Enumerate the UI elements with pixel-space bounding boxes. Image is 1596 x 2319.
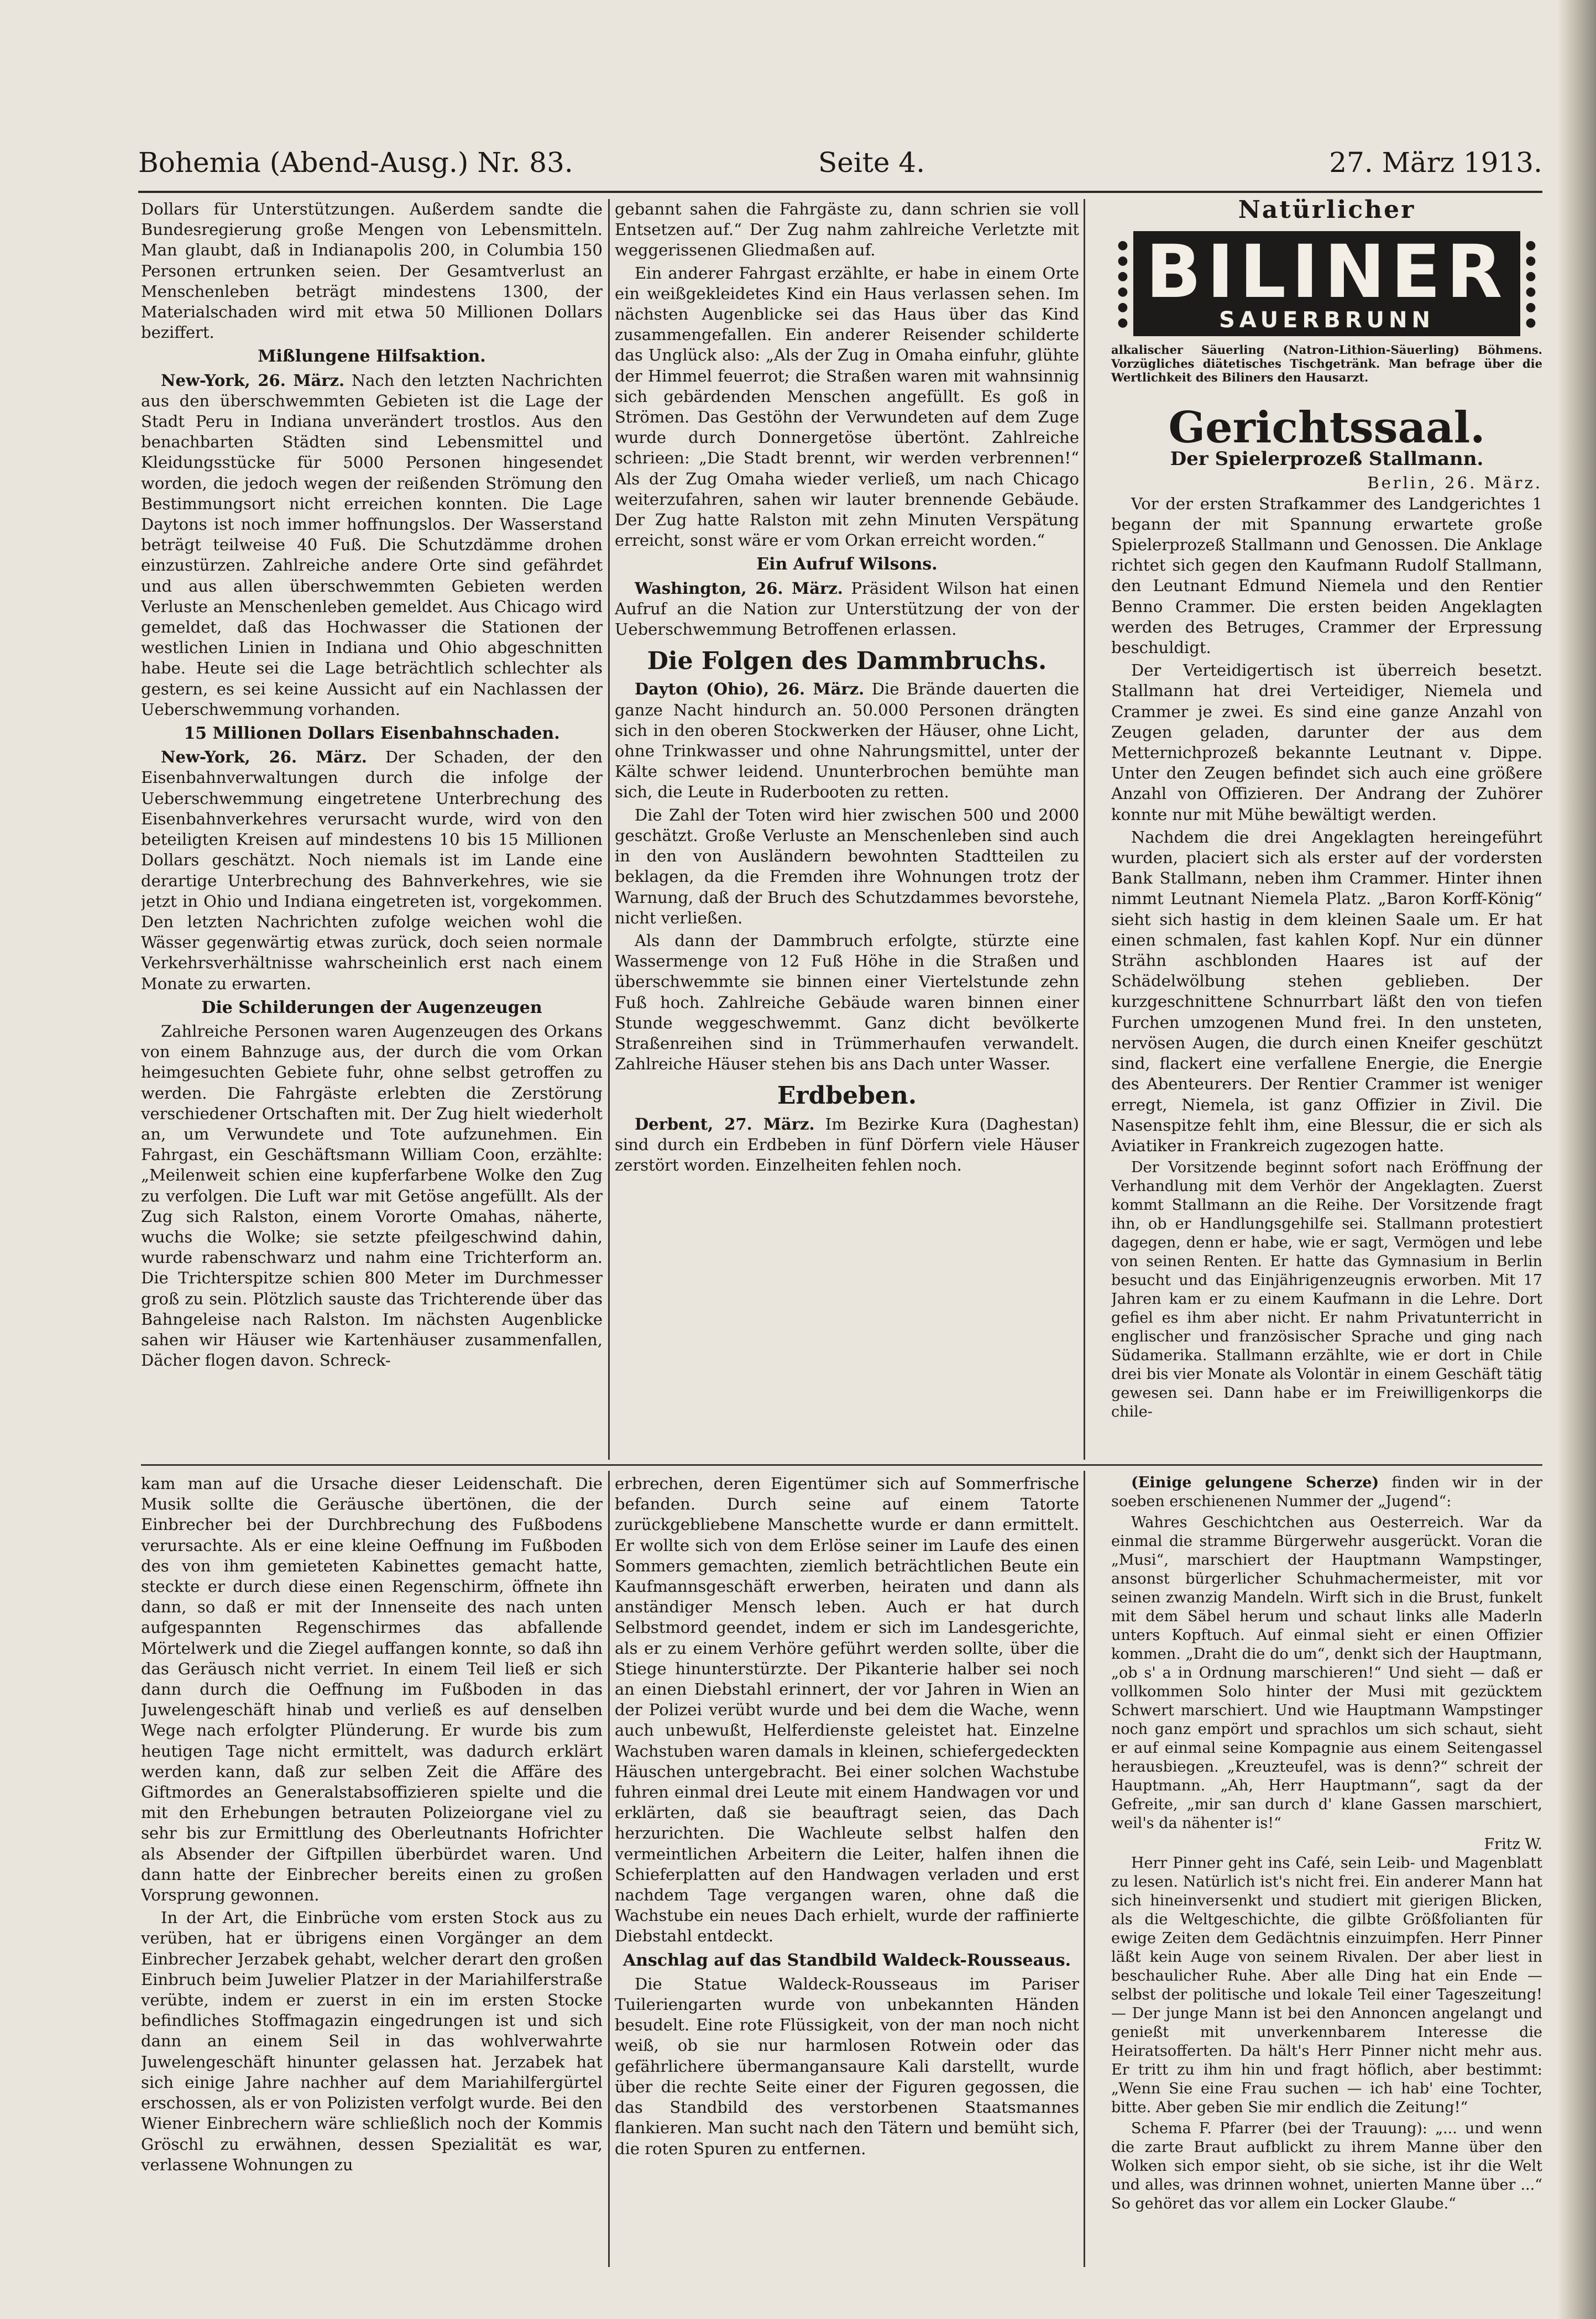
ad-description: alkalischer Säuerling (Natron-Lithion-Säuerling) Böhmens. Vorzügliches diätetisches Tischgetränk. Man befrage über die Wertlichkeit des Biliners den Hausarzt. xyxy=(1111,343,1542,384)
col3-paragraph: Der Vorsitzende beginnt sofort nach Eröffnung der Verhandlung mit dem Verhör der Angeklagten. Zuerst kommt Stallmann an die Reihe. Der Vorsitzende fragt ihn, ob er Handlungsgehilfe sei. Stallmann protestiert dagegen, denn er habe, wie er sagt, Vermögen und lebe von seinen Renten. Er hatte das Gymnasium in Berlin besucht und das Einjährigenzeugnis erworben. Mit 17 Jahren kam er zu einem Kaufmann in die Lehre. Dort gefiel es ihm aber nicht. Er nahm Privatunterricht in englischer und französischer Sprache und ging nach Südamerika. Stallmann erzählte, wie er dort in Chile drei bis vier Monate als Volontär in einem Geschäft tätig gewesen sei. Dann habe er im Freiwilligenkorps die chile- xyxy=(1111,1159,1542,1421)
headline-dam-break: Die Folgen des Dammbruchs. xyxy=(647,647,1047,676)
headline-failed-relief: Mißlungene Hilfsaktion. xyxy=(258,347,486,367)
lower3-paragraph xyxy=(1111,1474,1542,1511)
ad-brand-name: BILINER xyxy=(1145,229,1508,315)
headline-eyewitnesses: Die Schilderungen der Augenzeugen xyxy=(201,997,542,1017)
signature: Fritz W. xyxy=(1484,1836,1542,1853)
dateline: New-York, 26. März. xyxy=(161,748,367,767)
col3-paragraph: Vor der ersten Strafkammer des Landgerichtes 1 begann der mit Spannung erwartete große Spielerprozeß Stallmann und Genossen. Die Anklage richtet sich gegen den Kaufmann Rudolf Stallmann, den Leutnant Edmund Niemela und den Rentier Benno Crammer. Die ersten beiden Angeklagten werden des Betruges, Crammer der Erpressung beschuldigt. xyxy=(1111,494,1542,657)
lead-in: (Einige gelungene Scherze) xyxy=(1131,1474,1379,1491)
col3-paragraph: Nachdem die drei Angeklagten hereingeführt wurden, placiert sich als erster auf der vordersten Bank Stallmann, neben ihm Crammer. Hinter ihnen nimmt Leutnant Niemela Platz. „Baron Korff-König“ sieht sich hastig in dem kleinen Saale um. Er hat einen schmalen, fast kahlen Kopf. Nur ein dünner Strähn aschblonden Haares ist auf der Schädelwölbung stehen geblieben. Der kurzgeschnittene Schnurrbart läßt den von tiefen Furchen umzogenen Mund frei. In den unsteten, nervösen Augen, die durch einen Kneifer geschützt sind, flackert eine verfallene Energie, die Energie des Abenteurers. Der Rentier Crammer ist weniger erregt, Niemela, ist ganz Offizier in Zivil. Die Nasenspitze fehlt ihm, eine Blessur, die er sich als Aviatiker in Frankreich zugezogen hatte. xyxy=(1111,827,1542,1155)
header-page-number: Seite 4. xyxy=(818,147,925,179)
col3-paragraph: Der Verteidigertisch ist überreich besetzt. Stallmann hat drei Verteidiger, Niemela und Crammer je zwei. Es sind eine ganze Anzahl von Zeugen geladen, darunter der aus dem Metternichprozeß bekannte Leutnant v. Dippe. Unter den Zeugen befindet sich auch eine größere Anzahl von Offizieren. Der Andrang der Zuhörer konnte nur mit Mühe bewältigt werden. xyxy=(1111,661,1542,824)
lower2-paragraph: erbrechen, deren Eigentümer sich auf Sommerfrische befanden. Durch seine auf einem Tatorte zurückgebliebene Manschette wurde er dann ermittelt. Er wollte sich von dem Erlöse seiner im Laufe des einen Sommers gemachten, ziemlich beträchtlichen Beute ein Kaufmannsgeschäft erwerben, heiraten und dann als anständiger Mensch leben. Auch er hat durch Selbstmord geendet, indem er sich im Landesgerichte, als er zu einem Verhöre geführt werden sollte, über die Stiege hinunterstürzte. Der Pikanterie halber sei noch an einen Diebstahl erinnert, der vor Jahren in Wien an der Polizei verübt wurde und bei dem die Wache, wenn auch unbewußt, Helferdienste geleistet hat. Einzelne Wachstuben waren damals in kleinen, schiefergedeckten Häuschen untergebracht. Bei einer solchen Wachstube fuhren einmal drei Leute mit einem Handwagen vor und erklärten, daß sie beauftragt seien, das Dach herzurichten. Die Wachleute selbst halfen den vermeintlichen Arbeitern die Leiter, halfen ihnen die Schieferplatten auf den Handwagen verladen und erst nachdem Tage vergangen waren, ohne daß die Wachstube ein neues Dach erhielt, wurde der raffinierte Diebstahl entdeckt. xyxy=(615,1474,1079,1946)
lower3-paragraph: Schema F. Pfarrer (bei der Trauung): „... und wenn die zarte Braut aufblickt zu ihrem Manne über den Wolken sich empor sieht, ob sie siche, ist ihr die Welt und alles, was drinnen wohnet, unierten Manne über ...“ So gehöret das vor allem ein Locker Glaube.“ xyxy=(1111,2120,1542,2212)
column-2-upper xyxy=(615,199,1079,1460)
paragraph-text: finden wir in der soeben erschienenen Nummer der „Jugend“: xyxy=(1111,1474,1542,1510)
paragraph-text: Im Bezirke Kura (Daghestan) sind durch ein Erdbeben in fünf Dörfern viele Häuser zerstört worden. Einzelheiten fehlen noch. xyxy=(615,1114,1079,1174)
headline-gambler-trial: Der Spielerprozeß Stallmann. xyxy=(1170,448,1484,471)
dateline: Derbent, 27. März. xyxy=(635,1114,815,1134)
page-header xyxy=(138,141,1542,191)
col1-paragraph xyxy=(141,747,603,994)
col1-paragraph xyxy=(141,370,603,720)
headline-railway-damage: 15 Millionen Dollars Eisenbahnschaden. xyxy=(184,724,560,744)
column-3-upper xyxy=(1111,406,1542,1460)
column-divider xyxy=(608,199,610,1460)
dateline: New-York, 26. März. xyxy=(161,370,345,390)
lower3-paragraph: Wahres Geschichtchen aus Oesterreich. War da einmal die stramme Bürgerwehr ausgerückt. Voran die „Musi“, marschiert der Hauptmann Wampstinger, ansonst bürgerlicher Schuhmachermeister, mit vor seinen zwanzig Mandeln. Wirft sich in die Brust, funkelt mit dem Säbel herum und schaut links alle Maderln unters Kopftuch. Auf einmal sieht er einen Offizier kommen. „Draht die do um“, denkt sich der Hauptmann, „ob s' a in Ordnung marschieren!“ Und sieht — daß er vollkommen Solo hinter der Musi mit gezücktem Schwert marschiert. Und wie Hauptmann Wampstinger noch ganz empört und sprachlos um sich schaut, sieht er auf einmal seine Kompagnie aus einem Seitengassel herausbiegen. „Kreuzteufel, was is denn?“ schreit der Hauptmann. „Ah, Herr Hauptmann“, sagt da der Gefreite, „mir san durch d' klane Gassen marschiert, weil's da nähenter is!“ xyxy=(1111,1514,1542,1832)
section-divider xyxy=(141,1464,1542,1466)
col2-paragraph: Ein anderer Fahrgast erzählte, er habe in einem Orte ein weißgekleidetes Kind ein Haus verlassen sehen. Im nächsten Augenblicke sei das Haus über das Kind zusammengefallen. Ein anderer Reisender schilderte das Unglück also: „Als der Zug in Omaha einfuhr, glühte der Himmel feuerrot; die Straßen waren mit wahnsinnig sich gebärdenden Menschen angefüllt. Es goß in Strömen. Das Gestöhn der Verwundeten auf dem Zuge wurde durch Donnergetöse übertönt. Zahlreiche schrieen: „Die Stadt brennt, wir werden verbrennen!“ Als der Zug Omaha wieder verließ, um nach Chicago weiterzufahren, sahen wir lauter brennende Gebäude. Der Zug hatte Ralston mit zehn Minuten Verspätung erreicht, sonst wäre er vom Orkan erreicht worden.“ xyxy=(615,263,1079,550)
header-date: 27. März 1913. xyxy=(1329,147,1542,179)
ad-ornament-right: ● ● ● ● ● ● xyxy=(1525,238,1536,330)
column-divider xyxy=(608,1471,610,2267)
dateline: Dayton (Ohio), 26. März. xyxy=(635,680,865,699)
col2-paragraph: gebannt sahen die Fahrgäste zu, dann schrien sie voll Entsetzen auf.“ Der Zug nahm zahlreiche Verletzte mit weggerissenen Gliedmaßen auf. xyxy=(615,200,1079,260)
lower3-paragraph: Herr Pinner geht ins Café, sein Leib- und Magenblatt zu lesen. Natürlich ist's nicht frei. Ein anderer Mann hat sich hineinversenkt und studiert mit gierigen Blicken, als die Weltgeschichte, die gilbte Größfolianten für ewige Zeiten dem Gedächtnis einzuimpfen. Herr Pinner läßt kein Auge von seinem Rivalen. Der aber liest in beschaulicher Ruhe. Aber alle Ding hat ein Ende — selbst der politische und lokale Teil einer Tageszeitung! — Der junge Mann ist bei den Annoncen angelangt und genießt mit unverkennbarem Interesse die Heiratsofferten. Da hält's Herr Pinner nicht mehr aus. Er tritt zu ihm hin und fragt höflich, aber bestimmt: „Wenn Sie eine Frau suchen — ich hab' eine Tochter, bitte. Aber geben Sie mir endlich die Zeitung!“ xyxy=(1111,1855,1542,2116)
col1-paragraph: Dollars für Unterstützungen. Außerdem sandte die Bundesregierung große Mengen von Lebensmitteln. Man glaubt, daß in Indianapolis 200, in Columbia 150 Personen ertrunken seien. Der Gesamtverlust an Menschenleben beträgt mindestens 1300, der Materialschaden wird mit etwa 50 Millionen Dollars beziffert. xyxy=(141,200,603,342)
lower1-paragraph: In der Art, die Einbrüche vom ersten Stock aus zu verüben, hat er übrigens einen Vorgänger an dem Einbrecher Jerzabek gehabt, welcher derart den großen Einbruch beim Juwelier Platzer in der Mariahilferstraße verübte, indem er zuerst in ein im ersten Stocke befindliches Stoffmagazin eingedrungen ist und sich dann an einem Seil in das wohlverwahrte Juwelengeschäft hinunter gelassen hat. Jerzabek hat sich einige Jahre nachher auf dem Mariahilfergürtel erschossen, als er von Polizisten verfolgt wurde. Bei den Wiener Einbrechern wäre schließlich noch der Kommis Gröschl zu erwähnen, dessen Spezialität es war, verlassene Wohnungen zu xyxy=(141,1908,603,2174)
column-1-upper xyxy=(141,199,603,1460)
column-divider xyxy=(1084,199,1085,1460)
lower2-paragraph: Die Statue Waldeck-Rousseaus im Pariser Tuileriengarten wurde von unbekannten Händen besudelt. Eine rote Flüssigkeit, von der man noch nicht weiß, ob sie nur harmlosen Rotwein oder das gefährlichere übermangansaure Kali darstellt, wurde über die rechte Seite einer der Figuren gegossen, die das Standbild des verstorbenen Staatsmannes flankieren. Man sucht nach den Tätern und bemüht sich, die roten Spuren zu entfernen. xyxy=(615,1974,1079,2158)
paragraph-text: Nach den letzten Nachrichten aus den überschwemmten Gebieten ist die Lage der Stadt Peru in Indiana unverändert trostlos. Aus den benachbarten Städten sind Lebensmittel und Kleidungsstücke für 5000 Personen hingesendet worden, die jedoch wegen der reißenden Strömung den Bestimmungsort nicht erreichen konnten. Die Lage Daytons ist noch immer hoffnungslos. Der Wasserstand beträgt teilweise 40 Fuß. Die Schutzdämme drohen einzustürzen. Zahlreiche andere Orte sind gefährdet und aus allen überschwemmten Gebieten werden Verluste an Menschenleben gemeldet. Aus Chicago wird gemeldet, daß das Hochwasser die Stationen der westlichen Linien in Indiana und Ohio abgeschnitten habe. Heute sei die Lage beträchtlich schlechter als gestern, es sei keine Aussicht auf ein Nachlassen der Ueberschwemmung vorhanden. xyxy=(141,370,603,719)
paragraph-text: Präsident Wilson hat einen Aufruf an die Nation zur Unterstützung der von der Ueberschwemmung Betroffenen erlassen. xyxy=(615,578,1079,639)
headline-earthquake: Erdbeben. xyxy=(777,1082,917,1110)
ad-tagline: Natürlicher xyxy=(1238,196,1416,224)
col2-paragraph xyxy=(615,578,1079,640)
col2-paragraph: Die Zahl der Toten wird hier zwischen 500 und 2000 geschätzt. Große Verluste an Menschenleben sind auch in den von Ausländern bewohnten Stadtteilen zu beklagen, da die Fremden ihre Wohnungen trotz der Warnung, daß der Bruch des Schutzdammes bevorstehe, nicht verließen. xyxy=(615,805,1079,927)
headline-wilson-appeal: Ein Aufruf Wilsons. xyxy=(756,555,938,574)
lower1-paragraph: kam man auf die Ursache dieser Leidenschaft. Die Musik sollte die Geräusche übertönen, die der Einbrecher bei der Durchbrechung des Fußbodens verursachte. Als er eine kleine Oeffnung im Fußboden des von ihm gemieteten Kabinettes gemacht hatte, steckte er durch diese einen Regenschirm, öffnete ihn dann, so daß er mit der Innenseite des nach unten aufgespannten Regenschirmes das abfallende Mörtelwerk und die Ziegel auffangen konnte, so daß ihn das Geräusch nicht verriet. In einem Teil ließ er sich dann durch die Oeffnung im Fußboden in das Juwelengeschäft hinab und verließ es auf denselben Wege nach erfolgter Plünderung. Er wurde bis zum heutigen Tage nicht ermittelt, was dadurch erklärt werden kann, daß zur selben Zeit die Affäre des Giftmordes an Generalstabsoffizieren spielte und die mit den Erhebungen betrauten Polizeiorgane viel zu sehr bis zur Ermittlung des Oberleutnants Hofrichter als Absender der Giftpillen überbürdet waren. Und dann hatte der Einbrecher bereits einen zu großen Vorsprung gewonnen. xyxy=(141,1474,603,1905)
header-rule xyxy=(138,191,1542,193)
ad-brand-box xyxy=(1133,231,1520,336)
biliner-advertisement xyxy=(1111,194,1542,398)
paragraph-text: Der Schaden, der den Eisenbahnverwaltungen durch die infolge der Ueberschwemmung eingetretene Unterbrechung des Eisenbahnverkehres verursacht wurde, wird von den beteiligten Kreisen auf mindestens 10 bis 15 Millionen Dollars geschätzt. Noch niemals ist im Lande eine derartige Unterbrechung des Bahnverkehres, wie sie jetzt in Ohio und Indiana eingetreten ist, vorgekommen. Den letzten Nachrichten zufolge weichen wohl die Wässer gegenwärtig etwas zurück, doch seien normale Verkehrsverhältnisse wahrscheinlich erst nach einem Monate zu erwarten. xyxy=(141,748,603,993)
ad-ornament-left: ● ● ● ● ● ● xyxy=(1117,238,1128,330)
header-paper-title: Bohemia (Abend-Ausg.) Nr. 83. xyxy=(138,147,573,179)
column-1-lower xyxy=(141,1474,603,2264)
col2-paragraph xyxy=(615,1114,1079,1176)
dateline: Washington, 26. März. xyxy=(635,578,843,598)
col2-paragraph xyxy=(615,679,1079,802)
page-edge-shadow xyxy=(1557,0,1596,2319)
section-title-courtroom: Gerichtssaal. xyxy=(1168,406,1485,453)
headline-waldeck-statue: Anschlag auf das Standbild Waldeck-Rousseaus. xyxy=(622,1950,1071,1970)
column-2-lower xyxy=(615,1474,1079,2264)
paragraph-text: Die Brände dauerten die ganze Nacht hindurch an. 50.000 Personen drängten sich in den oberen Stockwerken der Häuser, ohne Licht, ohne Trinkwasser und ohne Nahrungsmittel, unter der Kälte schwer leidend. Ununterbrochen bemühte man sich, die Leute in Ruderbooten zu retten. xyxy=(615,680,1079,802)
column-3-lower xyxy=(1111,1474,1542,2264)
col1-paragraph: Zahlreiche Personen waren Augenzeugen des Orkans von einem Bahnzuge aus, der durch die vom Orkan heimgesuchten Gebiete fuhr, ohne selbst getroffen zu werden. Die Fahrgäste erlebten die Zerstörung verschiedener Ortschaften mit. Der Zug hielt wiederholt an, um Verwundete und Tote aufzunehmen. Ein Fahrgast, ein Geschäftsmann William Coon, erzählte: „Meilenweit schien eine kupferfarbene Wolke den Zug zu verfolgen. Die Luft war mit Getöse angefüllt. Als der Zug sich Ralston, einem Vororte Omahas, näherte, wuchs die Wolke; sie setzte pfeilgeschwind dahin, wurde rabenschwarz und nahm eine Trichterform an. Die Trichterspitze schien 800 Meter im Durchmesser groß zu sein. Plötzlich sauste das Trichterende über das Bahngeleise nach Ralston. Im nächsten Augenblicke sahen wir Häuser wie Kartenhäuser zusammenfallen, Dächer flogen davon. Schreck- xyxy=(141,1021,603,1370)
ad-brand-subtitle: SAUERBRUNN xyxy=(1219,307,1435,333)
dateline: Berlin, 26. März. xyxy=(1367,473,1542,493)
column-divider xyxy=(1084,1471,1085,2267)
col2-paragraph: Als dann der Dammbruch erfolgte, stürzte eine Wassermenge von 12 Fuß Höhe in die Straßen und überschwemmte sie binnen einer Viertelstunde zehn Fuß hoch. Zahlreiche Gebäude waren binnen einer Stunde weggeschwemmt. Ganz dicht bevölkerte Straßenreihen sind in Trümmerhaufen verwandelt. Zahlreiche Häuser stehen bis ans Dach unter Wasser. xyxy=(615,931,1079,1074)
